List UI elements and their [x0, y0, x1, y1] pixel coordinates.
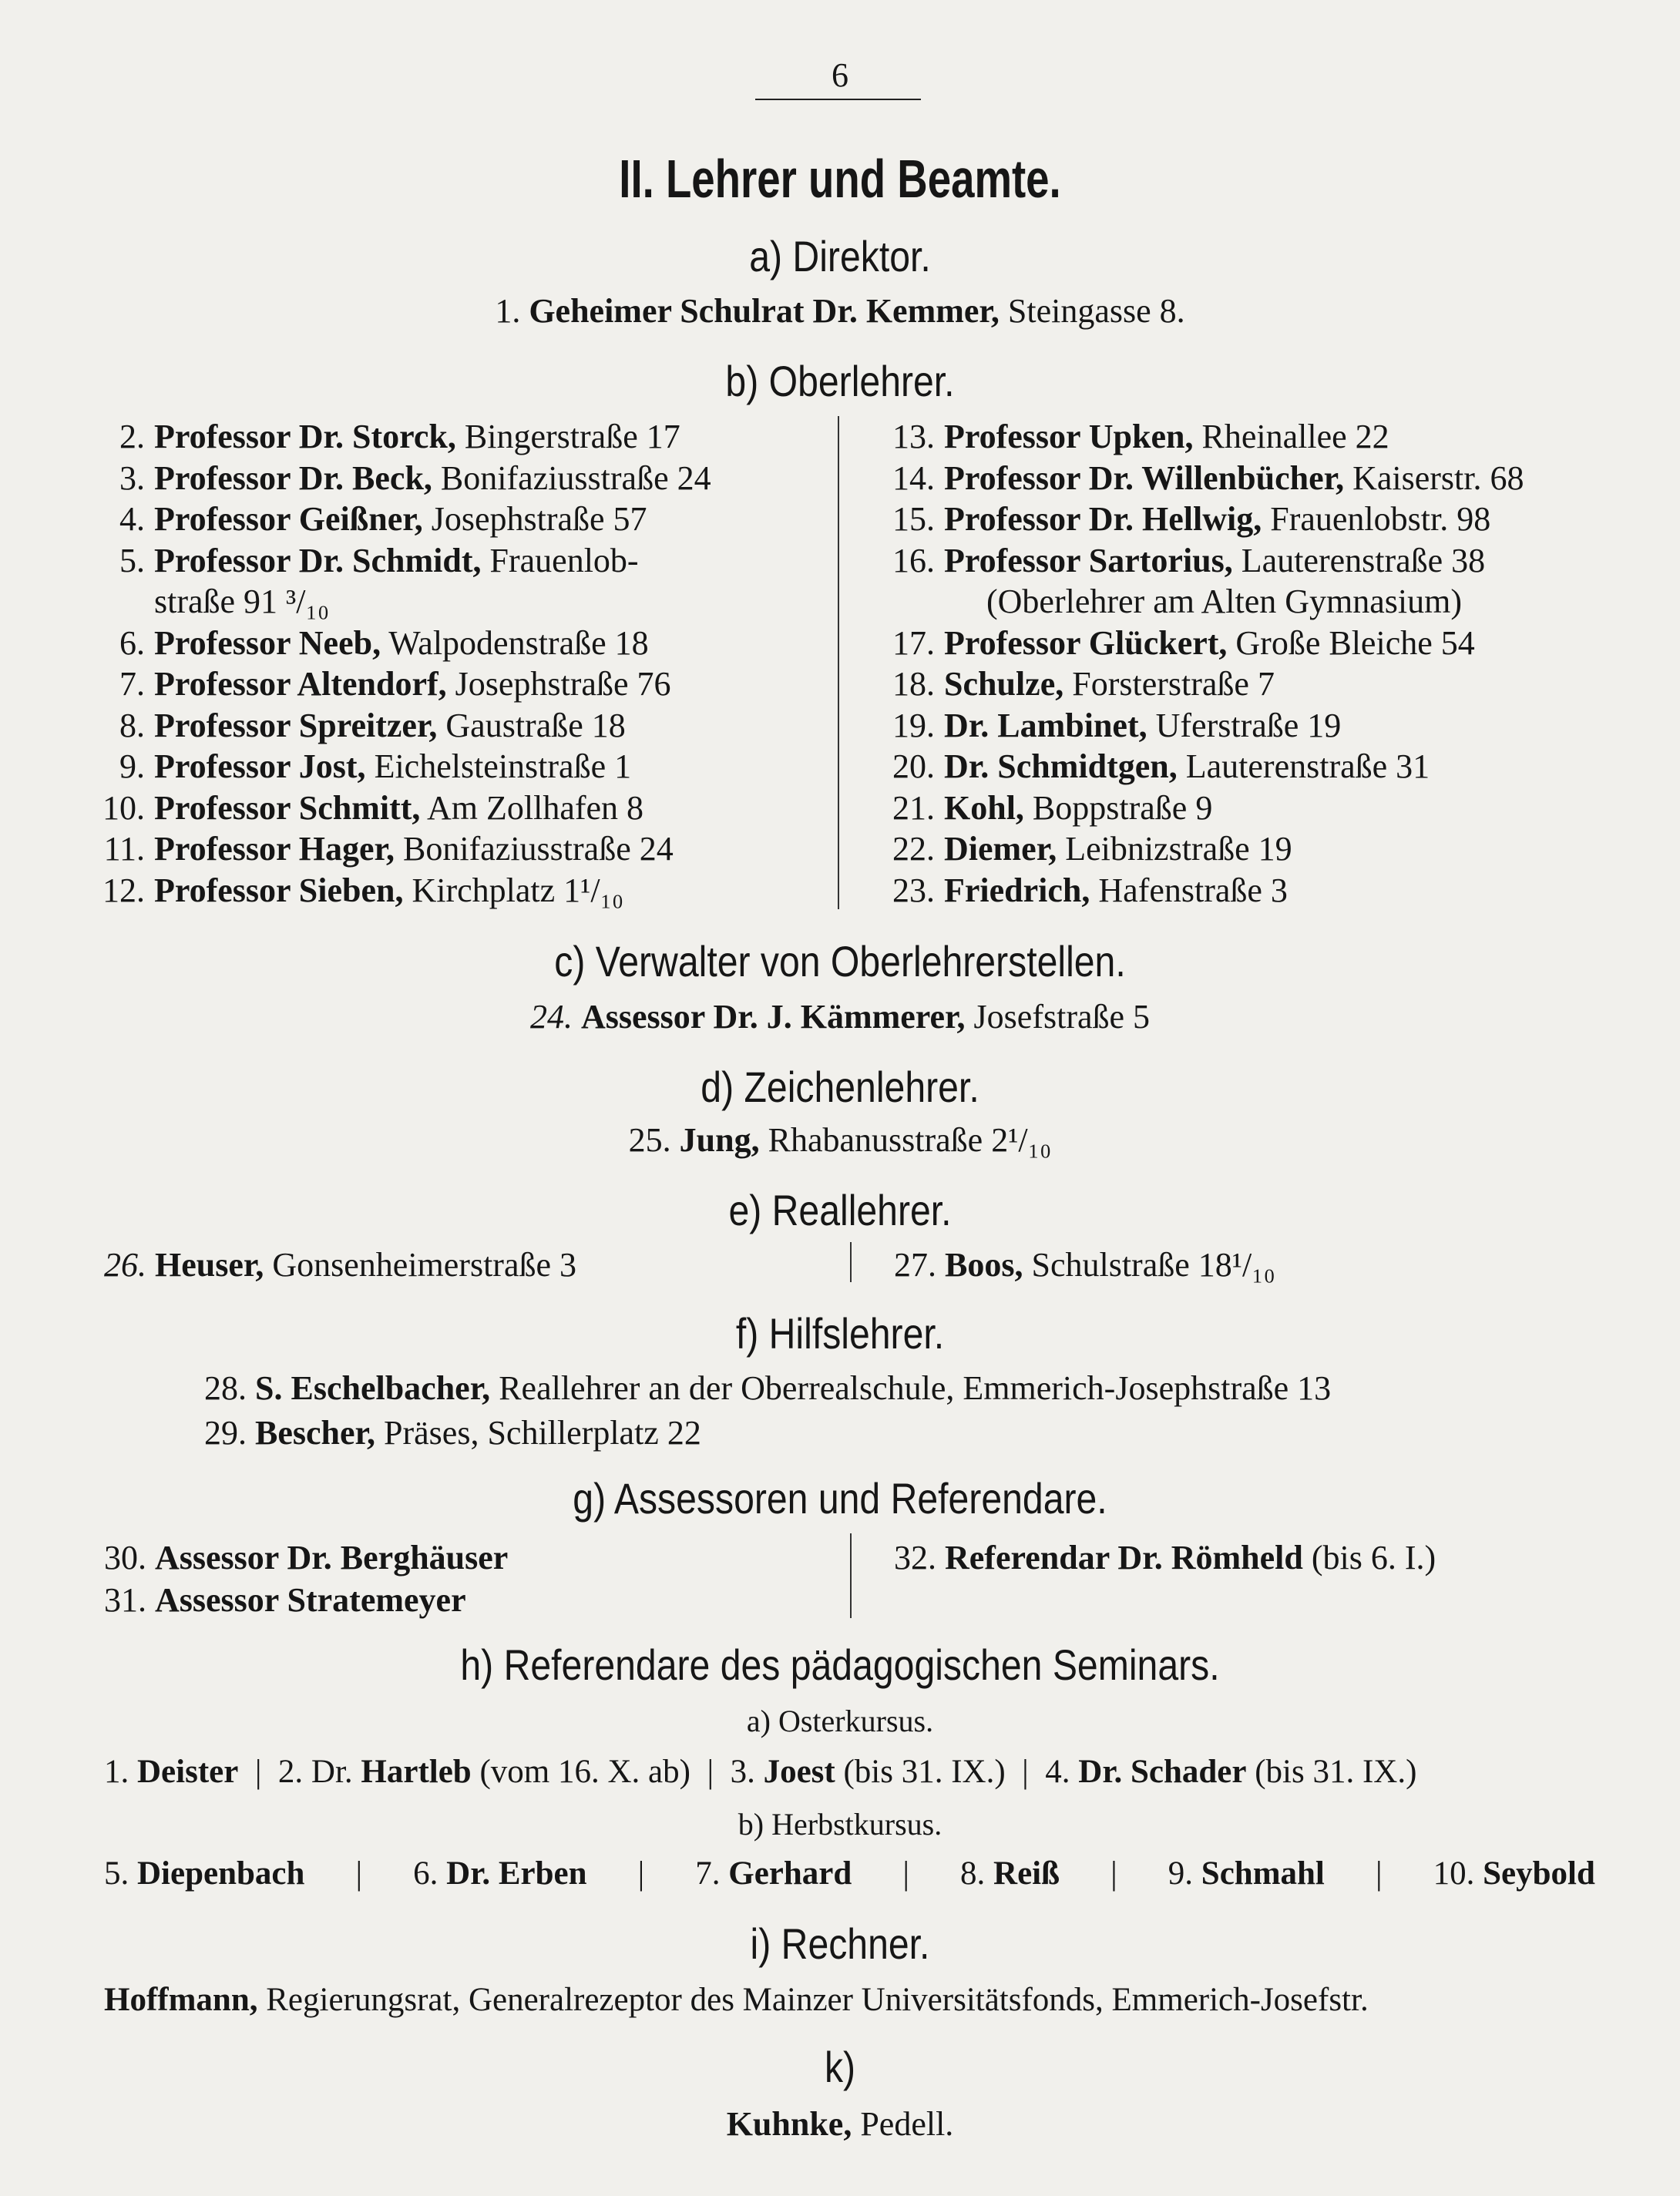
- entry-name: Professor Dr. Beck,: [154, 458, 432, 497]
- entry-name: Professor Spreitzer,: [154, 706, 438, 744]
- entry-number: 7.: [695, 1855, 721, 1892]
- separator: |: [355, 1855, 363, 1892]
- entry-name: Professor Neeb,: [154, 623, 381, 662]
- entry-name: Deister: [137, 1754, 239, 1790]
- entry-address: Lauterenstraße 38: [1241, 541, 1486, 579]
- heading-rechner: i) Rechner.: [750, 1919, 930, 1968]
- entry-number: 4.: [119, 500, 145, 538]
- entry-name: Seybold: [1483, 1855, 1595, 1892]
- separator: |: [1375, 1855, 1383, 1892]
- list-item: [104, 1857, 304, 1890]
- column-divider: [850, 1242, 852, 1282]
- list-item: [413, 1857, 586, 1890]
- entry-number: 4.: [1045, 1754, 1070, 1790]
- entry-address: Boppstraße 9: [1032, 788, 1213, 827]
- entry-number: 5.: [119, 541, 145, 579]
- entry-name: Professor Sartorius,: [944, 541, 1233, 579]
- entry-name: Bescher,: [255, 1414, 376, 1452]
- list-item: [695, 1857, 852, 1890]
- separator: |: [1013, 1754, 1037, 1790]
- separator: |: [637, 1855, 645, 1892]
- heading-zeichenlehrer: d) Zeichenlehrer.: [701, 1063, 979, 1111]
- entry-name: Professor Upken,: [944, 418, 1194, 455]
- entry-number: 2.: [119, 418, 145, 455]
- entry-address: Gonsenheimerstraße 3: [272, 1246, 577, 1284]
- entry-name: Professor Dr. Hellwig,: [944, 500, 1262, 538]
- entry-name: Diepenbach: [137, 1855, 305, 1892]
- entry-address: Präses, Schillerplatz 22: [384, 1414, 701, 1452]
- entry-name: Jung,: [679, 1121, 760, 1159]
- table-row: [892, 830, 1292, 868]
- entry-number: 22.: [892, 830, 935, 868]
- entry-number: 20.: [892, 747, 935, 785]
- entry-name: Dr. Schader: [1078, 1754, 1247, 1790]
- table-row: [102, 871, 624, 909]
- entry-number: 21.: [892, 788, 935, 827]
- entry-number: 16.: [892, 541, 935, 579]
- entry-number: 10.: [1433, 1855, 1475, 1892]
- entry-name: Heuser,: [155, 1246, 264, 1284]
- entry-name: Reiß: [993, 1855, 1060, 1892]
- table-row: [986, 585, 1462, 619]
- entry-address: Lauterenstraße 31: [1185, 747, 1430, 785]
- entry-name: Professor Altendorf,: [154, 665, 447, 703]
- entry-verwalter: [0, 1000, 1680, 1034]
- subheading-herbstkursus: b) Herbstkursus.: [738, 1807, 942, 1842]
- entry-number: 19.: [892, 706, 935, 744]
- table-row: [892, 706, 1342, 744]
- entry-number: 28.: [204, 1369, 247, 1407]
- entry-name: Professor Jost,: [154, 747, 366, 785]
- entry-name: Professor Geißner,: [154, 500, 423, 538]
- heading-seminar: h) Referendare des pädagogischen Seminars.: [460, 1640, 1220, 1689]
- entry-name: Professor Glückert,: [944, 623, 1228, 662]
- entry-number: 9.: [1168, 1855, 1194, 1892]
- table-row: [103, 830, 674, 868]
- entry-address: Gaustraße 18: [445, 706, 626, 744]
- entry-referendar-32: [894, 1541, 1436, 1575]
- entry-name: Dr. Lambinet,: [944, 706, 1147, 744]
- table-row: [892, 623, 1475, 662]
- list-item: [960, 1857, 1060, 1890]
- entry-reallehrer-left: [104, 1248, 576, 1282]
- entry-number: 1.: [495, 292, 521, 330]
- entry-number: 30.: [104, 1539, 146, 1576]
- entry-number: 25.: [628, 1121, 671, 1159]
- entry-number: 27.: [894, 1246, 936, 1284]
- subheading-osterkursus: a) Osterkursus.: [746, 1704, 934, 1738]
- entry-name: Friedrich,: [944, 871, 1090, 909]
- entry-number: 11.: [103, 830, 145, 868]
- entry-number: 3.: [730, 1754, 755, 1790]
- table-row: [119, 541, 639, 579]
- entry-name: Assessor Dr. Berghäuser: [155, 1539, 509, 1576]
- entry-name: Hoffmann,: [104, 1982, 258, 2018]
- entry-address: Kirchplatz 1¹/₁₀: [412, 871, 624, 909]
- entry-address: Josephstraße 76: [455, 665, 671, 703]
- table-row: [119, 623, 649, 662]
- entry-address: Schulstraße 18¹/₁₀: [1031, 1246, 1275, 1284]
- entry-address: Walpodenstraße 18: [388, 623, 649, 662]
- table-row: [892, 665, 1275, 703]
- entry-address: straße 91 ³/₁₀: [154, 583, 330, 620]
- entry-address: (Oberlehrer am Alten Gymnasium): [986, 583, 1463, 620]
- entry-number: 6.: [119, 623, 145, 662]
- page-number-rule: [755, 99, 921, 100]
- entry-name: Boos,: [945, 1246, 1023, 1284]
- entry-address: Uferstraße 19: [1155, 706, 1342, 744]
- entry-number: 31.: [104, 1581, 146, 1619]
- list-item: [1168, 1857, 1325, 1890]
- entry-number: 1.: [104, 1754, 129, 1790]
- entry-address: Bonifaziusstraße 24: [440, 458, 711, 497]
- entry-name: Hartleb: [361, 1754, 472, 1790]
- entry-number: 32.: [894, 1539, 936, 1576]
- entry-number: 18.: [892, 665, 935, 703]
- table-row: [154, 585, 329, 619]
- entry-name: Professor Sieben,: [154, 871, 404, 909]
- page-title: II. Lehrer und Beamte.: [619, 149, 1061, 209]
- entry-name: Professor Dr. Storck,: [154, 418, 456, 455]
- entry-name: S. Eschelbacher,: [255, 1369, 491, 1407]
- entry-hilfslehrer-29: [204, 1416, 701, 1450]
- entry-name: Gerhard: [728, 1855, 852, 1892]
- entry-name: Kuhnke,: [726, 2105, 852, 2143]
- entry-hilfslehrer-28: [204, 1369, 1332, 1407]
- table-row: [892, 418, 1389, 455]
- entry-name: Professor Schmitt,: [154, 788, 421, 827]
- entry-address: Eichelsteinstraße 1: [374, 747, 632, 785]
- entry-address: Josephstraße 57: [431, 500, 647, 538]
- heading-assessoren: g) Assessoren und Referendare.: [573, 1474, 1107, 1523]
- column-divider: [838, 416, 839, 909]
- entry-number: 10.: [102, 788, 145, 827]
- table-row: [119, 500, 647, 538]
- entry-assessor-30: [104, 1541, 508, 1575]
- entry-name: Professor Dr. Schmidt,: [154, 541, 482, 579]
- heading-hilfslehrer: f) Hilfslehrer.: [735, 1309, 945, 1358]
- column-divider: [850, 1533, 852, 1618]
- entry-number: 15.: [892, 500, 935, 538]
- entry-address: Rheinallee 22: [1201, 418, 1389, 455]
- row-herbstkursus: [104, 1857, 1595, 1890]
- entry-address: Frauenlobstr. 98: [1270, 500, 1491, 538]
- entry-address: (bis 6. I.): [1311, 1539, 1436, 1576]
- entry-number: 26.: [104, 1246, 146, 1284]
- entry-number: 9.: [119, 747, 145, 785]
- entry-number: 3.: [119, 458, 145, 497]
- entry-address: Kaiserstr. 68: [1352, 458, 1524, 497]
- heading-reallehrer: e) Reallehrer.: [728, 1186, 952, 1234]
- entry-name: Assessor Dr. J. Kämmerer,: [580, 998, 966, 1036]
- table-row: [892, 500, 1491, 538]
- entry-address: Große Bleiche 54: [1235, 623, 1475, 662]
- entry-number: 13.: [892, 418, 935, 455]
- entry-address: Reallehrer an der Oberrealschule, Emmerich-Josephstraße 13: [499, 1369, 1332, 1407]
- entry-name: Schulze,: [944, 665, 1064, 703]
- entry-number: 6.: [413, 1855, 438, 1892]
- entry-name: Professor Hager,: [154, 830, 395, 868]
- entry-name: Assessor Stratemeyer: [155, 1581, 466, 1619]
- entry-address: Leibnizstraße 19: [1065, 830, 1292, 868]
- entry-assessor-31: [104, 1583, 466, 1617]
- entry-prefix: Dr.: [311, 1754, 353, 1790]
- table-row: [892, 871, 1288, 909]
- heading-verwalter: c) Verwalter von Oberlehrerstellen.: [554, 937, 1126, 986]
- entry-zeichenlehrer: [0, 1123, 1680, 1157]
- separator: |: [1110, 1855, 1117, 1892]
- heading-direktor: a) Direktor.: [749, 232, 931, 280]
- entry-address: Rhabanusstraße 2¹/₁₀: [768, 1121, 1052, 1159]
- entry-address: Forsterstraße 7: [1072, 665, 1275, 703]
- entry-note: (bis 31. IX.): [1255, 1754, 1417, 1790]
- entry-number: 12.: [102, 871, 145, 909]
- heading-oberlehrer: b) Oberlehrer.: [725, 357, 955, 405]
- table-row: [892, 458, 1524, 497]
- entry-pedell: [0, 2107, 1680, 2141]
- entry-rechner: [104, 1983, 1369, 2016]
- table-row: [892, 747, 1430, 785]
- entry-note: (bis 31. IX.): [843, 1754, 1006, 1790]
- entry-address: Regierungsrat, Generalrezeptor des Mainzer Universitätsfonds, Emmerich-Josefstr.: [266, 1982, 1369, 2018]
- entry-name: Joest: [763, 1754, 835, 1790]
- table-row: [119, 665, 671, 703]
- entry-name: Dr. Erben: [446, 1855, 587, 1892]
- entry-address: Bonifaziusstraße 24: [403, 830, 674, 868]
- separator: |: [247, 1754, 270, 1790]
- entry-address: Am Zollhafen 8: [427, 788, 644, 827]
- entry-address: Pedell.: [860, 2105, 954, 2143]
- entry-number: 14.: [892, 458, 935, 497]
- entry-name: Referendar Dr. Römheld: [945, 1539, 1303, 1576]
- page-number: 6: [832, 56, 848, 94]
- entry-number: 17.: [892, 623, 935, 662]
- entry-number: 24.: [529, 998, 573, 1036]
- entry-address: Bingerstraße 17: [464, 418, 680, 455]
- entry-name: Dr. Schmidtgen,: [944, 747, 1178, 785]
- table-row: [119, 418, 680, 455]
- entry-number: 23.: [892, 871, 935, 909]
- entry-name: Geheimer Schulrat Dr. Kemmer,: [529, 292, 1000, 330]
- table-row: [119, 458, 711, 497]
- entry-number: 5.: [104, 1855, 129, 1892]
- entry-address: Steingasse 8.: [1007, 292, 1185, 330]
- entry-name: Professor Dr. Willenbücher,: [944, 458, 1345, 497]
- entry-address: Josefstraße 5: [973, 998, 1151, 1036]
- entry-number: 8.: [960, 1855, 986, 1892]
- separator: |: [902, 1855, 909, 1892]
- separator: |: [698, 1754, 722, 1790]
- entry-name: Schmahl: [1201, 1855, 1325, 1892]
- entry-number: 8.: [119, 706, 145, 744]
- list-item: [1433, 1857, 1595, 1890]
- entry-name: Diemer,: [944, 830, 1057, 868]
- table-row: [892, 541, 1486, 579]
- entry-address: Frauenlob-: [489, 541, 639, 579]
- entry-number: 2.: [277, 1754, 304, 1790]
- table-row: [119, 706, 626, 744]
- entry-reallehrer-right: [894, 1248, 1275, 1282]
- entry-direktor: [0, 294, 1680, 328]
- entry-note: (vom 16. X. ab): [479, 1754, 690, 1790]
- entry-name: Kohl,: [944, 788, 1024, 827]
- row-osterkursus: [104, 1755, 1416, 1788]
- table-row: [102, 788, 644, 827]
- entry-number: 29.: [204, 1414, 247, 1452]
- entry-address: Hafenstraße 3: [1098, 871, 1288, 909]
- heading-pedell: k): [824, 2043, 856, 2091]
- table-row: [119, 747, 632, 785]
- entry-number: 7.: [119, 665, 145, 703]
- table-row: [892, 788, 1213, 827]
